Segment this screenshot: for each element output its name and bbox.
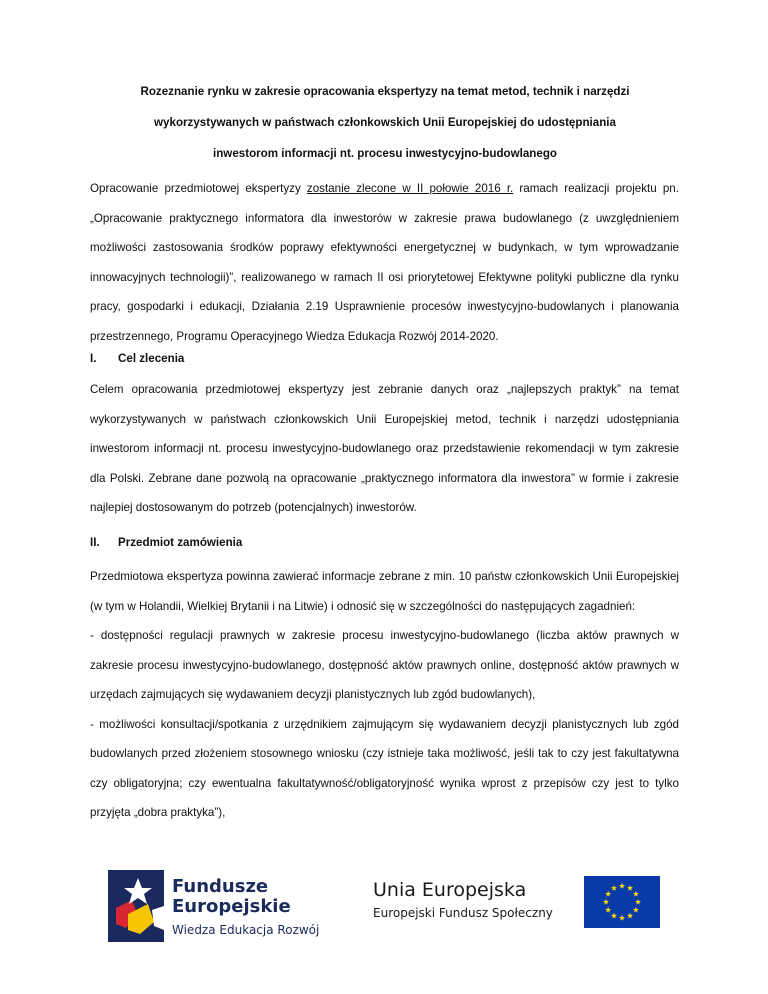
section-2-heading xyxy=(90,533,242,553)
ue-title: Unia Europejska xyxy=(373,879,527,901)
funding-logos-footer xyxy=(0,860,768,960)
section-2-number: II. xyxy=(90,536,100,549)
intro-part-2: ramach realizacji projektu pn. „Opracowanie praktycznego informatora dla inwestorów w zakresie prawa budowlanego (z uwzględnieniem możliwości zastosowania środków poprawy efektywności energetycznej w budynkach, w tym wprowadzanie innowacyjnych technologii)”, realizowanego w ramach II osi priorytetowej Efektywne polityki publiczne dla rynku pracy, gospodarki i edukacji, Działania 2.19 Usprawnienie procesów inwestycyjno-budowlanych i planowania przestrzennego, Programu Operacyjnego Wiedza Edukacja Rozwój 2014-2020. xyxy=(90,182,679,343)
section-1-text: Celem opracowania przedmiotowej ekspertyzy jest zebranie danych oraz „najlepszych praktyk” na temat wykorzystywanych w państwach członkowskich Unii Europejskiej metod, technik i narzędzi udostępniania inwestorom informacji nt. procesu inwestycyjno-budowlanego oraz przedstawienie rekomendacji w tym zakresie dla Polski. Zebrane dane pozwolą na opracowanie „praktycznego informatora dla inwestora” w formie i zakresie najlepiej dostosowanym do potrzeb (potencjalnych) inwestorów. xyxy=(90,383,679,514)
title-line-2: wykorzystywanych w państwach członkowskich Unii Europejskiej do udostępniania xyxy=(154,116,616,129)
section-1-title: Cel zlecenia xyxy=(118,352,185,365)
section-1-number: I. xyxy=(90,352,97,365)
section-2-body xyxy=(90,562,679,828)
fundusze-europejskie-wordmark xyxy=(172,877,319,940)
title-line-1: Rozeznanie rynku w zakresie opracowania ekspertyzy na temat metod, technik i narzędzi xyxy=(140,85,630,98)
intro-part-1: Opracowanie przedmiotowej ekspertyzy xyxy=(90,182,307,195)
section-2-text: Przedmiotowa ekspertyza powinna zawierać informacje zebrane z min. 10 państw członkowskich Unii Europejskiej (w tym w Holandii, Wielkiej Brytanii i na Litwie) i odnosić się w szczególności do następujących zagadnień: xyxy=(90,570,679,613)
fe-line-3: Wiedza Edukacja Rozwój xyxy=(172,923,320,937)
intro-paragraph xyxy=(90,174,679,351)
section-2-bullet-1: - dostępności regulacji prawnych w zakresie procesu inwestycyjno-budowlanego (liczba aktów prawnych w zakresie procesu inwestycyjno-budowlanego, dostępność aktów prawnych online, dostępność aktów prawnych w urzędach zajmujących się wydawaniem decyzji planistycznych lub zgód budowlanych), xyxy=(90,629,679,701)
unia-europejska-wordmark xyxy=(373,878,553,923)
section-2-bullet-2: - możliwości konsultacji/spotkania z urzędnikiem zajmującym się wydawaniem decyzji planistycznych lub zgód budowlanych przed złożeniem stosownego wniosku (czy istnieje taka możliwość, jeśli tak to czy jest fakultatywna czy obligatoryjna; czy ewentualna fakultatywność/obligatoryjność wynika wprost z przepisów czy jest to tylko przyjęta „dobra praktyka”), xyxy=(90,717,679,819)
intro-deadline: zostanie zlecone w II połowie 2016 r. xyxy=(306,182,514,195)
ue-subtitle: Europejski Fundusz Społeczny xyxy=(373,906,553,920)
title-line-3: inwestorom informacji nt. procesu inwestycyjno-budowlanego xyxy=(213,147,557,160)
eu-flag-icon xyxy=(584,876,660,928)
section-2-title: Przedmiot zamówienia xyxy=(118,536,243,549)
section-1-heading xyxy=(90,349,184,369)
section-1-paragraph xyxy=(90,375,679,523)
fundusze-europejskie-logo-icon xyxy=(108,870,164,942)
fe-line-2: Europejskie xyxy=(172,896,291,917)
fe-line-1: Fundusze xyxy=(172,876,269,897)
document-title xyxy=(90,76,680,169)
